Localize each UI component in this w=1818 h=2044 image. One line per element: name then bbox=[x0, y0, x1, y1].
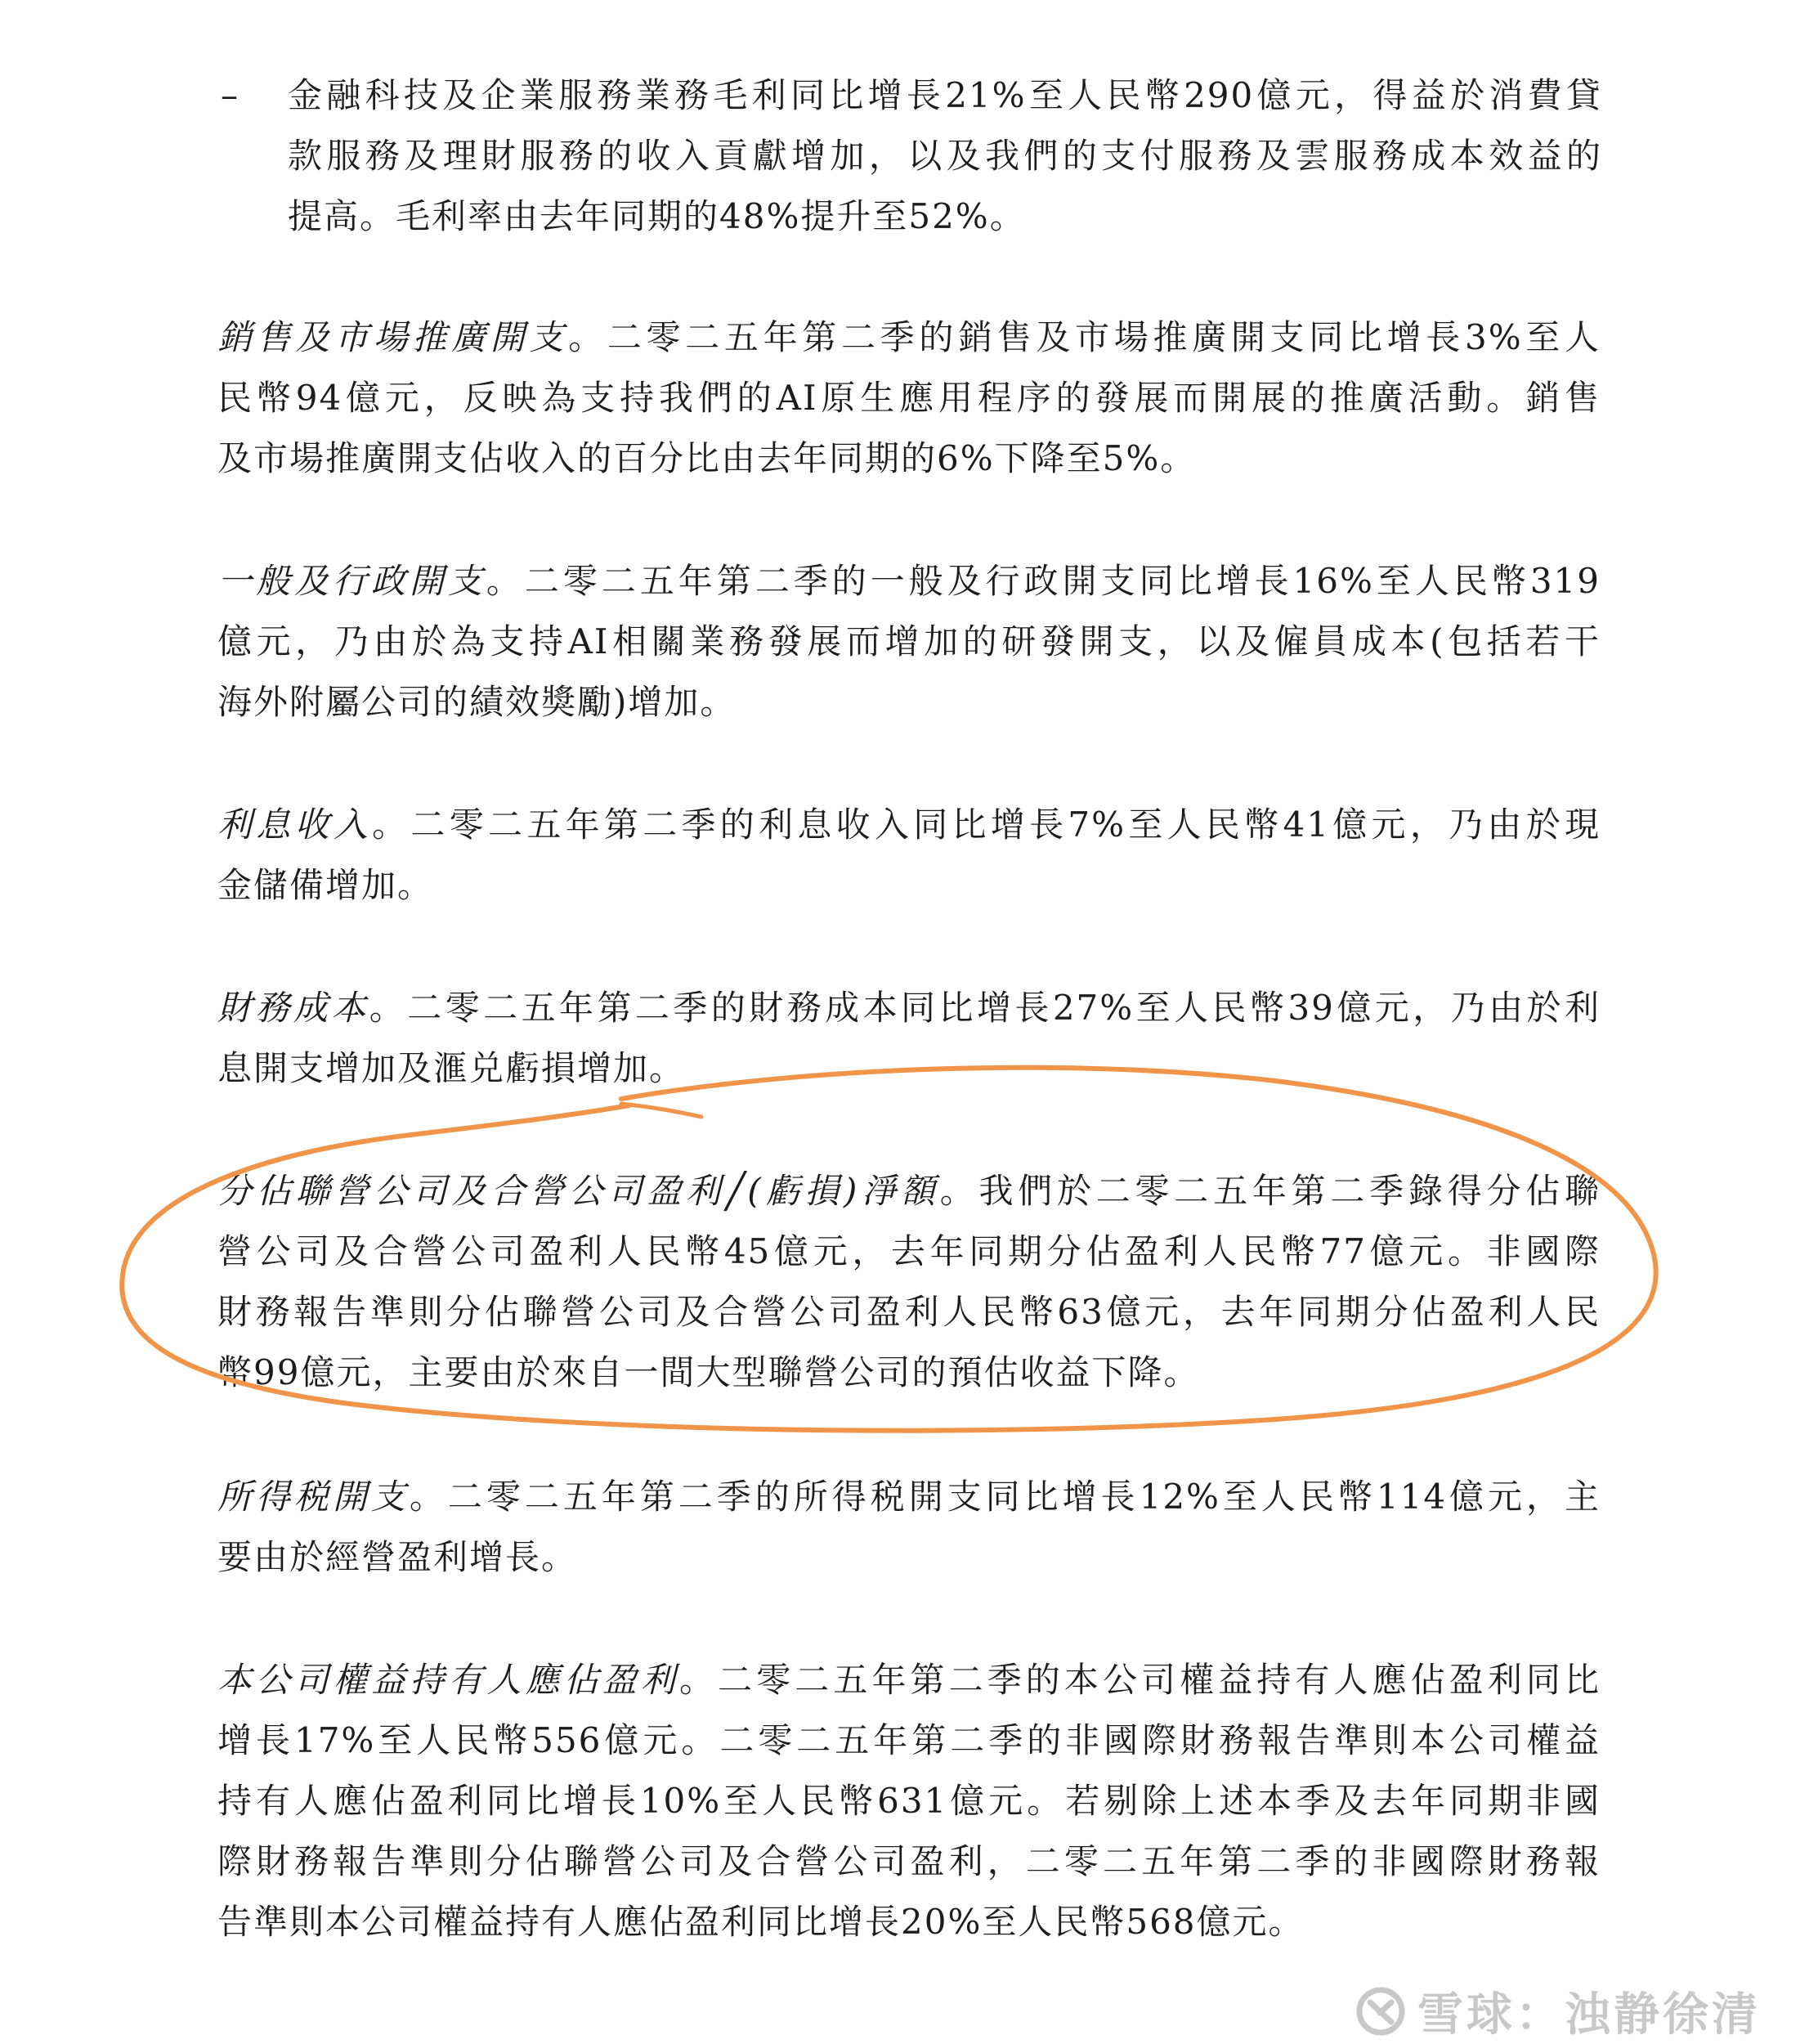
text-line: 增長17%至人民幣556億元。二零二五年第二季的非國際財務報告準則本公司權益 bbox=[217, 1720, 1601, 1760]
text-line: 款服務及理財服務的收入貢獻增加，以及我們的支付服務及雲服務成本效益的 bbox=[288, 136, 1602, 176]
paragraph-heading: 利息收入 bbox=[217, 805, 373, 845]
paragraph-share-of-associates bbox=[217, 1161, 1601, 1403]
text-run: 。二零二五年第二季的財務成本同比增長27%至人民幣39億元，乃由於利 bbox=[369, 988, 1601, 1028]
paragraph-heading: 所得税開支 bbox=[217, 1477, 410, 1517]
text-line: 持有人應佔盈利同比增長10%至人民幣631億元。若剔除上述本季及去年同期非國 bbox=[217, 1781, 1601, 1821]
text-line: 金融科技及企業服務業務毛利同比增長21%至人民幣290億元，得益於消費貸 bbox=[288, 75, 1602, 115]
paragraph-selling-marketing bbox=[217, 307, 1601, 489]
text-line: 海外附屬公司的績效獎勵)增加。 bbox=[217, 682, 737, 722]
paragraph-heading: 分佔聯營公司及合營公司盈利╱(虧損)淨額 bbox=[217, 1171, 940, 1211]
text-line: 告準則本公司權益持有人應佔盈利同比增長20%至人民幣568億元。 bbox=[217, 1902, 1305, 1942]
paragraph-interest-income bbox=[217, 795, 1601, 916]
text-line: 息開支增加及滙兑虧損增加。 bbox=[217, 1048, 686, 1088]
paragraph-finance-costs bbox=[217, 978, 1601, 1099]
paragraph-heading: 財務成本 bbox=[217, 988, 369, 1028]
text-run: 。二零二五年第二季的一般及行政開支同比增長16%至人民幣319 bbox=[486, 561, 1601, 601]
paragraph-heading: 一般及行政開支 bbox=[217, 561, 486, 601]
paragraph-general-admin bbox=[217, 551, 1601, 733]
text-line: 財務報告準則分佔聯營公司及合營公司盈利人民幣63億元，去年同期分佔盈利人民 bbox=[217, 1292, 1601, 1332]
text-run: 。二零二五年第二季的利息收入同比增長7%至人民幣41億元，乃由於現 bbox=[372, 805, 1601, 845]
bullet-dash: – bbox=[221, 75, 238, 115]
text-line: 提高。毛利率由去年同期的48%提升至52%。 bbox=[288, 196, 1026, 236]
text-run: 。二零二五年第二季的所得税開支同比增長12%至人民幣114億元，主 bbox=[409, 1477, 1601, 1517]
text-line: 金儲備增加。 bbox=[217, 865, 434, 905]
text-run: 。二零二五年第二季的本公司權益持有人應佔盈利同比 bbox=[679, 1660, 1601, 1700]
snowball-logo-icon bbox=[1355, 1986, 1406, 2037]
text-line: 幣99億元，主要由於來自一間大型聯營公司的預估收益下降。 bbox=[217, 1352, 1200, 1392]
text-line: 營公司及合營公司盈利人民幣45億元，去年同期分佔盈利人民幣77億元。非國際 bbox=[217, 1231, 1601, 1271]
text-line: 及市場推廣開支佔收入的百分比由去年同期的6%下降至5%。 bbox=[217, 438, 1197, 478]
bullet-paragraph bbox=[221, 65, 1602, 247]
text-line: 要由於經營盈利增長。 bbox=[217, 1537, 578, 1577]
text-run: 。我們於二零二五年第二季錄得分佔聯 bbox=[939, 1171, 1601, 1211]
paragraph-heading: 本公司權益持有人應佔盈利 bbox=[217, 1660, 680, 1700]
text-line: 際財務報告準則分佔聯營公司及合營公司盈利，二零二五年第二季的非國際財務報 bbox=[217, 1841, 1601, 1881]
paragraph-profit-attributable bbox=[217, 1650, 1601, 1952]
text-run: 。二零二五年第二季的銷售及市場推廣開支同比增長3%至人 bbox=[568, 317, 1601, 357]
paragraph-heading: 銷售及市場推廣開支 bbox=[217, 317, 569, 357]
text-line: 億元，乃由於為支持AI相關業務發展而增加的研發開支，以及僱員成本(包括若干 bbox=[217, 621, 1601, 661]
watermark-text: 雪球：浊静徐清 bbox=[1417, 1988, 1761, 2042]
text-line: 民幣94億元，反映為支持我們的AI原生應用程序的發展而開展的推廣活動。銷售 bbox=[217, 378, 1601, 418]
paragraph-income-tax bbox=[217, 1467, 1601, 1588]
watermark bbox=[1355, 1979, 1761, 2044]
